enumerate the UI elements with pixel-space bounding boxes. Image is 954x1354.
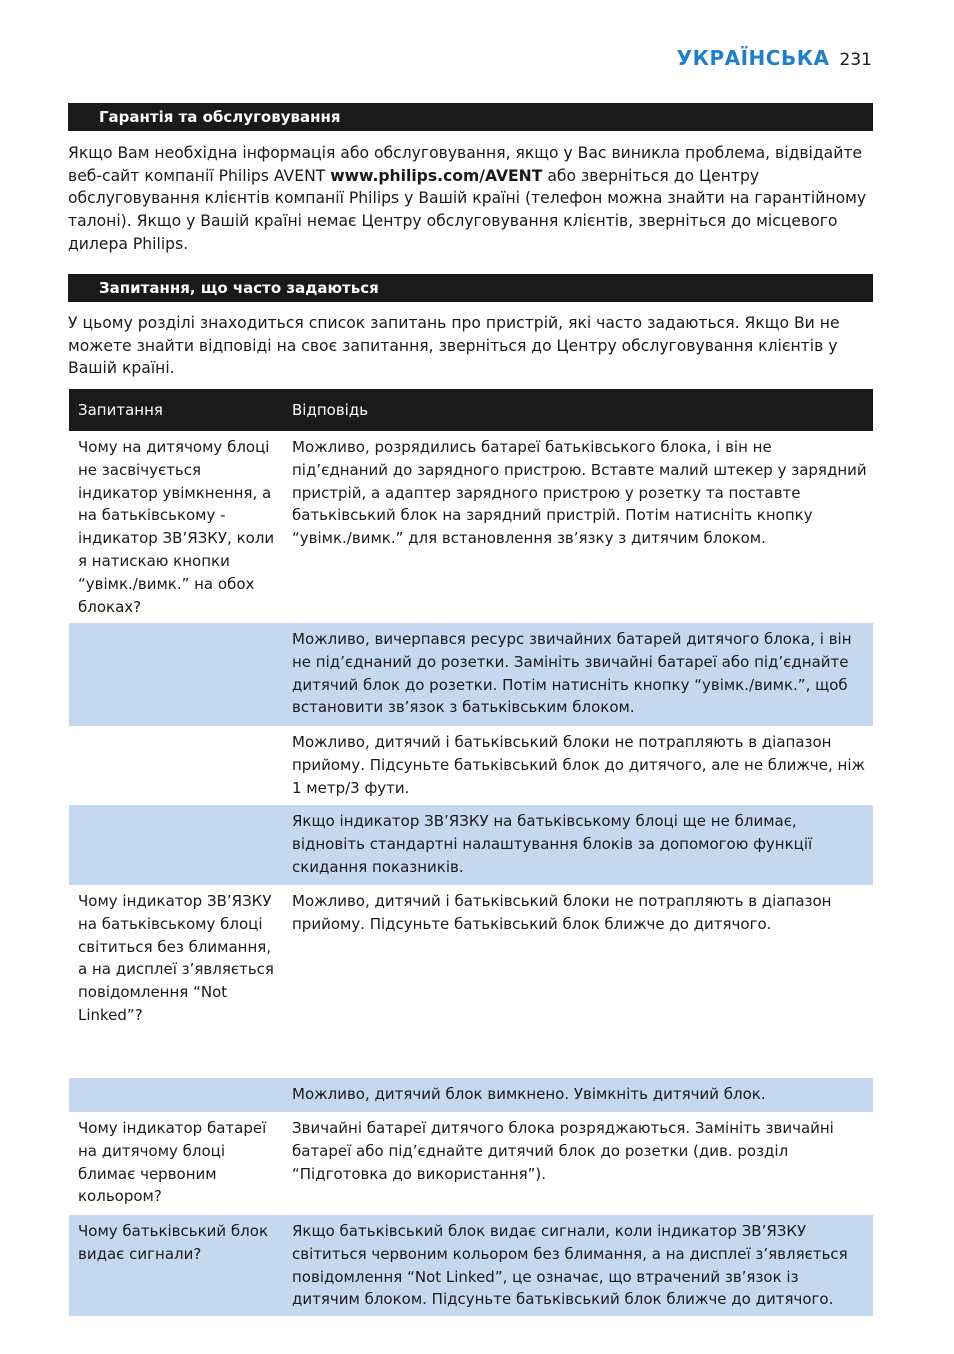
answer-cell: Можливо, дитячий і батьківський блоки не потрапляють в діапазон прийому. Підсуньте батьківський блок до дитячого, але не ближче, ніж 1 метр/3 фути. (292, 733, 866, 797)
table-row (69, 431, 873, 623)
faq-table (69, 389, 873, 1316)
answer-cell: Якщо індикатор ЗВ’ЯЗКУ на батьківському блоці ще не блимає, відновіть стандартні налаштування блоків за допомогою функції скидання показників. (292, 812, 813, 876)
table-row (69, 1215, 873, 1316)
warranty-section-title: Гарантія та обслуговування (68, 103, 873, 131)
language-label: УКРАЇНСЬКА (676, 46, 830, 70)
question-cell: Чому індикатор ЗВ’ЯЗКУ на батьківському блоці світиться без блимання, а на дисплеї з’являється повідомлення “Not Linked”? (78, 892, 274, 1024)
page-header (677, 46, 872, 70)
question-cell: Чому на дитячому блоці не засвічується індикатор увімкнення, а на батьківському - індикатор ЗВ’ЯЗКУ, коли я натискаю кнопки “увімк./вимк.” на обох блоках? (78, 438, 275, 616)
faq-table-header (69, 389, 873, 431)
warranty-text-end: або зверніться до Центру обслуговування клієнтів компанії Philips у Вашій країні (телефон можна знайти на гарантійному талоні). Якщо у Вашій країні немає Центру обслуговування клієнтів, зверніться до місцевого дилера Philips. (68, 166, 867, 253)
warranty-text-start: Якщо Вам необхідна інформація або обслуговування, якщо у Вас виникла проблема, відвідайте веб-сайт компанії Philips AVENT (68, 144, 863, 185)
warranty-paragraph (68, 142, 873, 256)
table-row (69, 623, 873, 726)
answer-cell: Можливо, дитячий і батьківський блоки не потрапляють в діапазон прийому. Підсуньте батьківський блок ближче до дитячого. (292, 892, 832, 933)
table-row (69, 805, 873, 885)
table-row (69, 726, 873, 805)
answer-cell: Можливо, дитячий блок вимкнено. Увімкніть дитячий блок. (292, 1085, 766, 1103)
page-number: 231 (839, 50, 872, 70)
question-cell (69, 726, 285, 805)
answer-cell: Можливо, розрядились батареї батьківського блока, і він не під’єднаний до зарядного пристрою. Вставте малий штекер у зарядний пристрій, а адаптер зарядного пристрою у розетку та поставте батьківський блок на зарядний пристрій. Потім натисніть кнопку “увімк./вимк.” для встановлення зв’язку з дитячим блоком. (292, 438, 867, 548)
question-cell: Чому індикатор батареї на дитячому блоці блимає червоним кольором? (78, 1119, 267, 1206)
answer-cell: Якщо батьківський блок видає сигнали, коли індикатор ЗВ’ЯЗКУ світиться червоним кольором без блимання, а на дисплеї з’являється повідомлення “Not Linked”, це означає, що втрачений зв’язок із дитячим блоком. Підсуньте батьківський блок ближче до дитячого. (292, 1222, 848, 1309)
question-cell: Чому батьківський блок видає сигнали? (78, 1222, 268, 1263)
table-row (69, 1078, 873, 1112)
faq-intro: У цьому розділі знаходиться список запитань про пристрій, які часто задаються. Якщо Ви не можете знайти відповіді на своє запитання, зверніться до Центру обслуговування клієнтів у Вашій країні. (68, 314, 840, 378)
faq-section-title: Запитання, що часто задаються (68, 274, 873, 302)
question-cell (69, 805, 285, 885)
question-cell (69, 623, 285, 726)
question-cell (69, 1078, 285, 1112)
table-row (69, 1112, 873, 1215)
answer-cell: Звичайні батареї дитячого блока розряджаються. Замініть звичайні батареї або під’єднайте дитячий блок до розетки (див. розділ “Підготовка до використання”). (292, 1119, 834, 1183)
answer-column-header: Відповідь (292, 401, 369, 419)
table-row (69, 885, 873, 1078)
answer-cell: Можливо, вичерпався ресурс звичайних батарей дитячого блока, і він не під’єднаний до розетки. Замініть звичайні батареї або під’єднайте дитячий блок до розетки. Потім натисніть кнопку “увімк./вимк.”, щоб встановити зв’язок з батьківським блоком. (292, 630, 852, 717)
question-column-header: Запитання (78, 401, 163, 419)
website-link[interactable]: www.philips.com/AVENT (330, 166, 543, 185)
